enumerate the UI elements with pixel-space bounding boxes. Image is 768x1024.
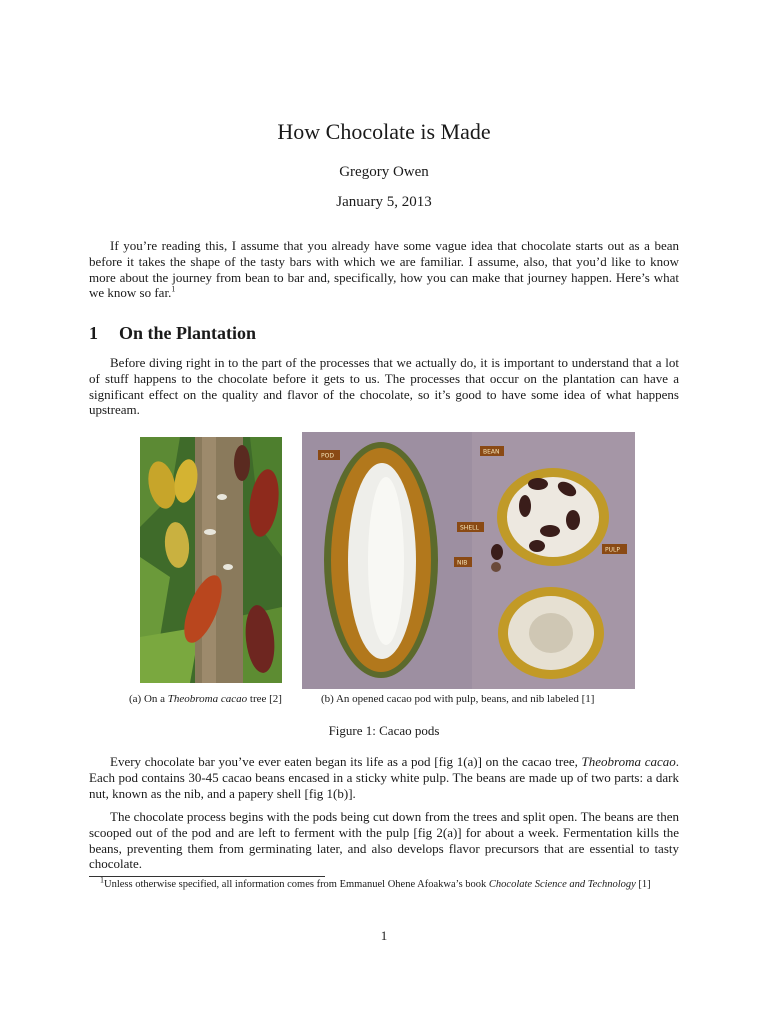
footnote-mark: 1 [100, 875, 104, 885]
subcaption-a-post: tree [2] [247, 693, 282, 705]
figure-caption: Figure 1: Cacao pods [328, 723, 440, 738]
paragraph-2-species: Theobroma cacao [581, 754, 676, 769]
subcaption-b: (b) An opened cacao pod with pulp, beans, and nib labeled [1] [321, 693, 595, 705]
footnote [89, 875, 679, 892]
figure-cacao-tree-image [140, 437, 282, 683]
label-pulp: PULP [605, 546, 620, 554]
label-nib: NIB [457, 559, 468, 567]
footnote-citation: [1] [635, 879, 651, 890]
subcaption-a-pre: (a) On a [129, 693, 168, 705]
section-paragraph-3: The chocolate process begins with the pods being cut down from the trees and split open. The beans are then scooped out of the pod and are left to ferment with the pulp [fig 2(a)] for about a week. Fermentation kills the beans, preventing them from germinating later, and also develops flavor precursors that are essential to tasty chocolate. [89, 809, 679, 872]
footnote-text: Unless otherwise specified, all information comes from Emmanuel Ohene Afoakwa’s book [104, 879, 489, 890]
page-number: 1 [380, 928, 388, 943]
paragraph-2-part-b: . Each pod contains 30-45 cacao beans encased in a sticky white pulp. The beans are made up of two parts: a dark nut, known as the nib, and a papery shell [fig 1(b)]. [89, 754, 679, 801]
intro-paragraph [89, 238, 679, 301]
label-bean: BEAN [483, 448, 500, 456]
intro-text: If you’re reading this, I assume that you already have some vague idea that chocolate starts out as a bean before it takes the shape of the tasty bars with which we are familiar. I assume, also, that you’d like to know more about the journey from bean to bar and, specifically, how you can make that journey happen. Here’s what we know so far. [89, 238, 679, 301]
section-title: On the Plantation [119, 323, 257, 343]
section-heading [89, 323, 256, 344]
opened-pod-illustration [302, 432, 635, 689]
label-pod: POD [321, 452, 334, 460]
section-paragraph-2 [89, 754, 679, 801]
section-paragraph-1: Before diving right in to the part of the processes that we actually do, it is important to understand that a lot of stuff happens to the chocolate before it gets to us. The processes that occur on the plantation can have a significant effect on the quality and flavor of the chocolate, so it’s good to have some idea of what happens upstream. [89, 355, 679, 418]
subcaption-a-species: Theobroma cacao [167, 693, 248, 705]
document-title: How Chocolate is Made [277, 119, 491, 144]
footnote-book-title: Chocolate Science and Technology [488, 879, 636, 890]
subcaption-a [129, 693, 282, 705]
document-author: Gregory Owen [339, 164, 429, 180]
footnote-ref: 1 [171, 285, 176, 295]
paragraph-2-part-a: Every chocolate bar you’ve ever eaten began its life as a pod [fig 1(a)] on the cacao tree, [110, 754, 582, 769]
label-shell: SHELL [460, 524, 479, 532]
document-date: January 5, 2013 [336, 194, 432, 210]
footnote-rule [89, 876, 325, 877]
section-number: 1 [89, 323, 98, 343]
figure-opened-pod-image [302, 432, 635, 689]
cacao-tree-illustration [140, 437, 282, 683]
